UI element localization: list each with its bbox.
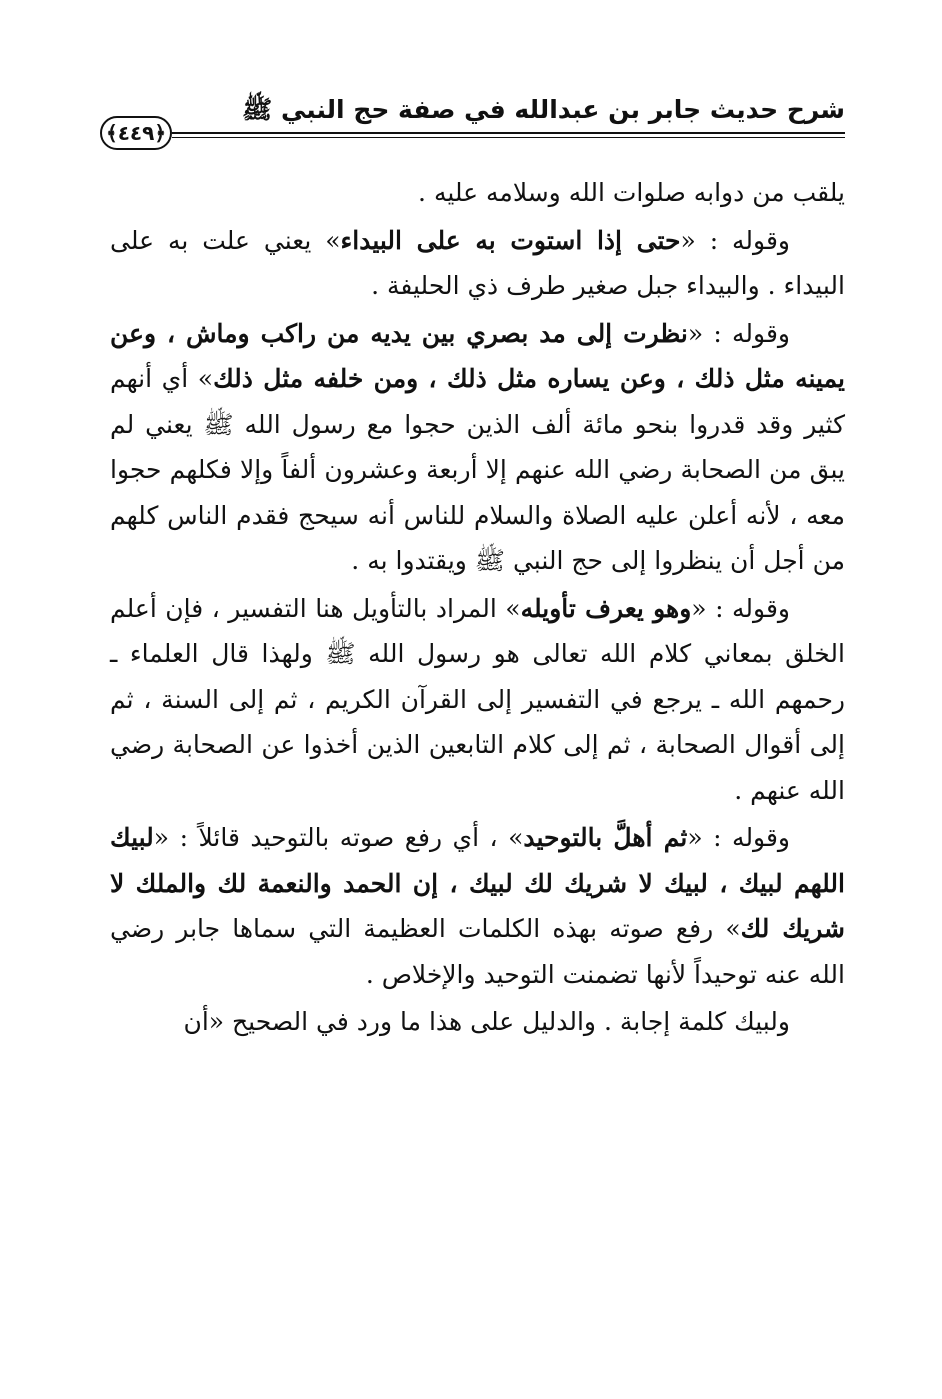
paragraph [110, 586, 845, 814]
commentary-text: » أي أنهم كثير وقد قدروا بنحو مائة ألف الذين حجوا مع رسول الله ﷺ يعني لم يبق من الصحابة رضي الله عنهم إلا أربعة وعشرون ألفاً وإلا فكلهم حجوا معه ، لأنه أعلن عليه الصلاة والسلام للناس أنه سيحج فقدم الناس كلهم من أجل أن ينظروا إلى حج النبي ﷺ ويقتدوا به . [110, 364, 845, 575]
commentary-text: » المراد بالتأويل هنا التفسير ، فإن أعلم الخلق بمعاني كلام الله تعالى هو رسول الله ﷺ ولهذا قال العلماء ـ رحمهم الله ـ يرجع في التفسير إلى القرآن الكريم ، ثم إلى السنة ، ثم إلى أقوال الصحابة ، ثم إلى كلام التابعين الذين أخذوا عن الصحابة رضي الله عنهم . [110, 593, 845, 805]
commentary-text: » ، أي رفع صوته بالتوحيد قائلاً : « [153, 823, 524, 852]
commentary-text: » رفع صوته بهذه الكلمات العظيمة التي سماها جابر رضي الله عنه توحيداً لأنها تضمنت التوحيد والإخلاص . [110, 914, 845, 989]
paragraph [110, 311, 845, 584]
quoted-hadith-text: لبيك اللهم لبيك ، لبيك لا شريك لك لبيك ، إن الحمد والنعمة لك والملك لا شريك لك [110, 823, 845, 943]
paragraph [110, 815, 845, 997]
commentary-text: وقوله : « [687, 318, 790, 348]
quoted-hadith-text: وهو يعرف تأويله [520, 593, 692, 623]
running-title: شرح حديث جابر بن عبدالله في صفة حج النبي ﷺ [242, 95, 845, 124]
header-rule [172, 132, 845, 138]
commentary-text: يلقب من دوابه صلوات الله وسلامه عليه . [418, 178, 845, 207]
quoted-hadith-text: حتى إذا استوت به على البيداء [340, 225, 681, 255]
page-header [100, 88, 845, 148]
paragraph [110, 170, 845, 216]
commentary-text: ولبيك كلمة إجابة . والدليل على هذا ما ورد في الصحيح «أن [183, 1007, 790, 1036]
body-text [110, 170, 845, 1047]
page-number: ﴿٤٤٩﴾ [100, 116, 172, 150]
quoted-hadith-text: ثم أهلَّ بالتوحيد [523, 823, 688, 852]
commentary-text: وقوله : « [680, 225, 790, 255]
paragraph [110, 999, 845, 1045]
paragraph [110, 218, 845, 309]
commentary-text: وقوله : « [691, 593, 790, 623]
commentary-text: وقوله : « [687, 823, 790, 852]
quoted-hadith-text: نظرت إلى مد بصري بين يديه من راكب وماش ، وعن يمينه مثل ذلك ، وعن يساره مثل ذلك ، ومن خلفه مثل ذلك [110, 318, 845, 393]
commentary-text: » يعني علت به على البيداء . والبيداء جبل صغير طرف ذي الحليفة . [110, 225, 845, 300]
